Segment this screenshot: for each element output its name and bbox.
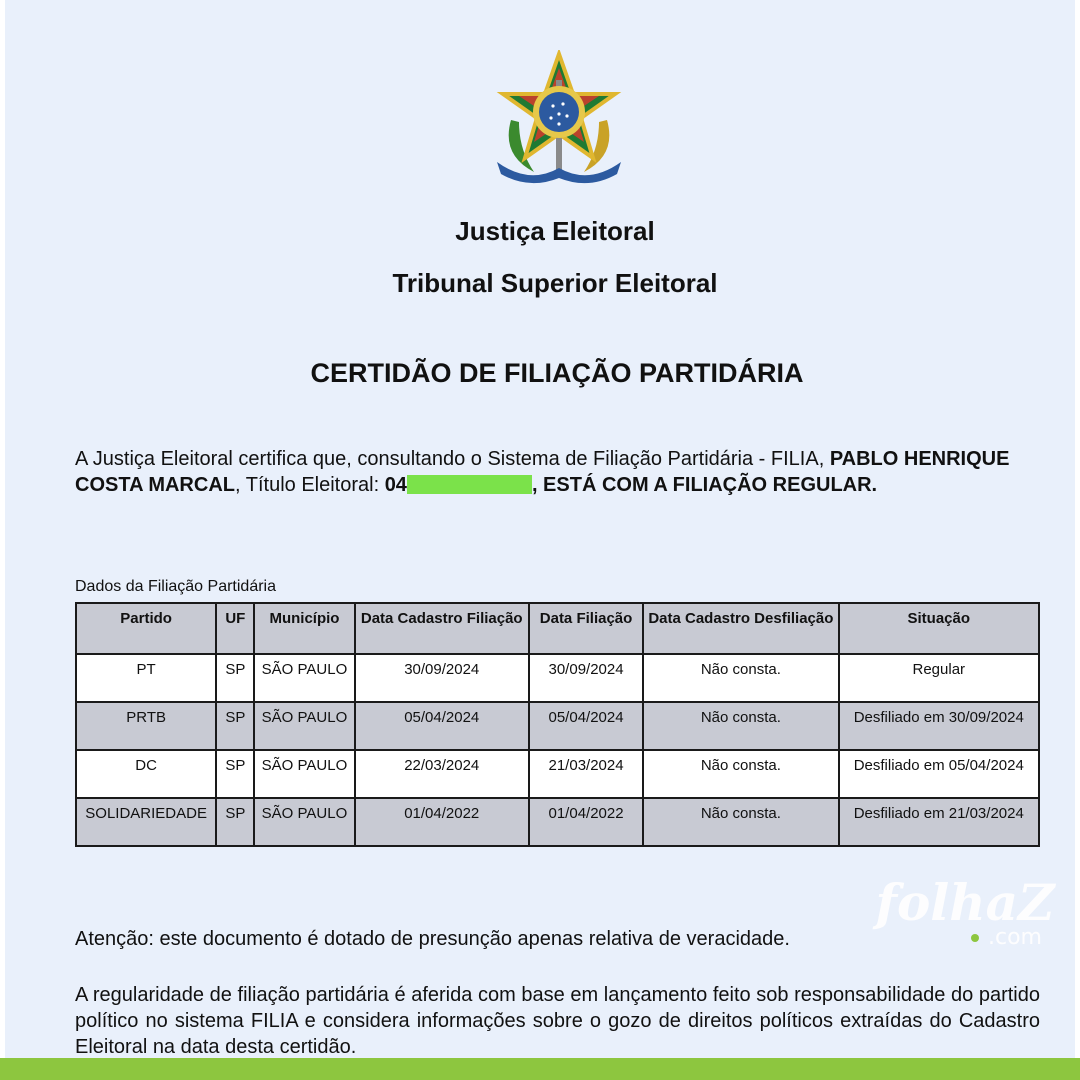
cell-municipio: SÃO PAULO [254, 750, 354, 798]
header-municipio: Município [254, 603, 354, 654]
regularity-note: A regularidade de filiação partidária é aferida com base em lançamento feito sob responsabilidade do partido político no sistema FILIA e considera informações sobre o gozo de direitos políticos extraídas do Cadastro Eleitoral na data desta certidão. [75, 984, 1040, 1058]
cell-situacao: Desfiliado em 05/04/2024 [839, 750, 1039, 798]
redaction-box [407, 475, 532, 494]
cell-partido: DC [76, 750, 216, 798]
table-row [76, 798, 1039, 846]
cell-situacao: Desfiliado em 21/03/2024 [839, 798, 1039, 846]
cell-data-cadastro-desfiliacao: Não consta. [643, 654, 838, 702]
cell-data-cadastro-desfiliacao: Não consta. [643, 750, 838, 798]
cell-data-cadastro-filiacao: 30/09/2024 [355, 654, 529, 702]
table-row [76, 750, 1039, 798]
filiation-status: , ESTÁ COM A FILIAÇÃO REGULAR. [531, 474, 878, 496]
statement-intro: A Justiça Eleitoral certifica que, consultando o Sistema de Filiação Partidária - FILIA, [75, 448, 830, 470]
folhaz-watermark-logo [865, 868, 1065, 948]
org-line-tse: Tribunal Superior Eleitoral [392, 268, 718, 298]
cell-data-filiacao: 01/04/2022 [529, 798, 643, 846]
cell-uf: SP [216, 750, 254, 798]
cell-data-cadastro-desfiliacao: Não consta. [643, 702, 838, 750]
watermark-suffix: .com [988, 925, 1042, 948]
cell-municipio: SÃO PAULO [254, 654, 354, 702]
cell-data-filiacao: 21/03/2024 [529, 750, 643, 798]
cell-uf: SP [216, 654, 254, 702]
cell-municipio: SÃO PAULO [254, 702, 354, 750]
cell-municipio: SÃO PAULO [254, 798, 354, 846]
titulo-prefix: 04 [384, 474, 407, 496]
cell-data-filiacao: 30/09/2024 [529, 654, 643, 702]
coat-of-arms-of-brazil-icon [489, 50, 629, 185]
attention-notice: Atenção: este documento é dotado de presunção apenas relativa de veracidade. [75, 928, 790, 950]
cell-data-cadastro-filiacao: 01/04/2022 [355, 798, 529, 846]
cell-partido: SOLIDARIEDADE [76, 798, 216, 846]
cell-data-cadastro-filiacao: 05/04/2024 [355, 702, 529, 750]
certification-statement [75, 446, 1050, 498]
table-caption: Dados da Filiação Partidária [75, 578, 276, 595]
table-row [76, 702, 1039, 750]
cell-situacao: Regular [839, 654, 1039, 702]
header-situacao: Situação [839, 603, 1039, 654]
org-line-justica-eleitoral: Justiça Eleitoral [455, 216, 655, 246]
cell-situacao: Desfiliado em 30/09/2024 [839, 702, 1039, 750]
cell-partido: PT [76, 654, 216, 702]
document-title: CERTIDÃO DE FILIAÇÃO PARTIDÁRIA [310, 358, 804, 388]
header-data-filiacao: Data Filiação [529, 603, 643, 654]
table-row [76, 654, 1039, 702]
cell-data-cadastro-desfiliacao: Não consta. [643, 798, 838, 846]
bottom-accent-bar [0, 1058, 1080, 1080]
header-data-cadastro-filiacao: Data Cadastro Filiação [355, 603, 529, 654]
header-data-cadastro-desfiliacao: Data Cadastro Desfiliação [643, 603, 838, 654]
cell-uf: SP [216, 702, 254, 750]
cell-data-cadastro-filiacao: 22/03/2024 [355, 750, 529, 798]
watermark-text: folhaZ [875, 873, 1055, 932]
header-partido: Partido [76, 603, 216, 654]
cell-uf: SP [216, 798, 254, 846]
header-uf: UF [216, 603, 254, 654]
cell-data-filiacao: 05/04/2024 [529, 702, 643, 750]
table-header-row [76, 603, 1039, 654]
cell-partido: PRTB [76, 702, 216, 750]
titulo-label: , Título Eleitoral: [234, 474, 385, 496]
filiation-table [75, 602, 1040, 847]
citizen-name: PABLO HENRIQUE COSTA MARCAL [75, 448, 1010, 496]
